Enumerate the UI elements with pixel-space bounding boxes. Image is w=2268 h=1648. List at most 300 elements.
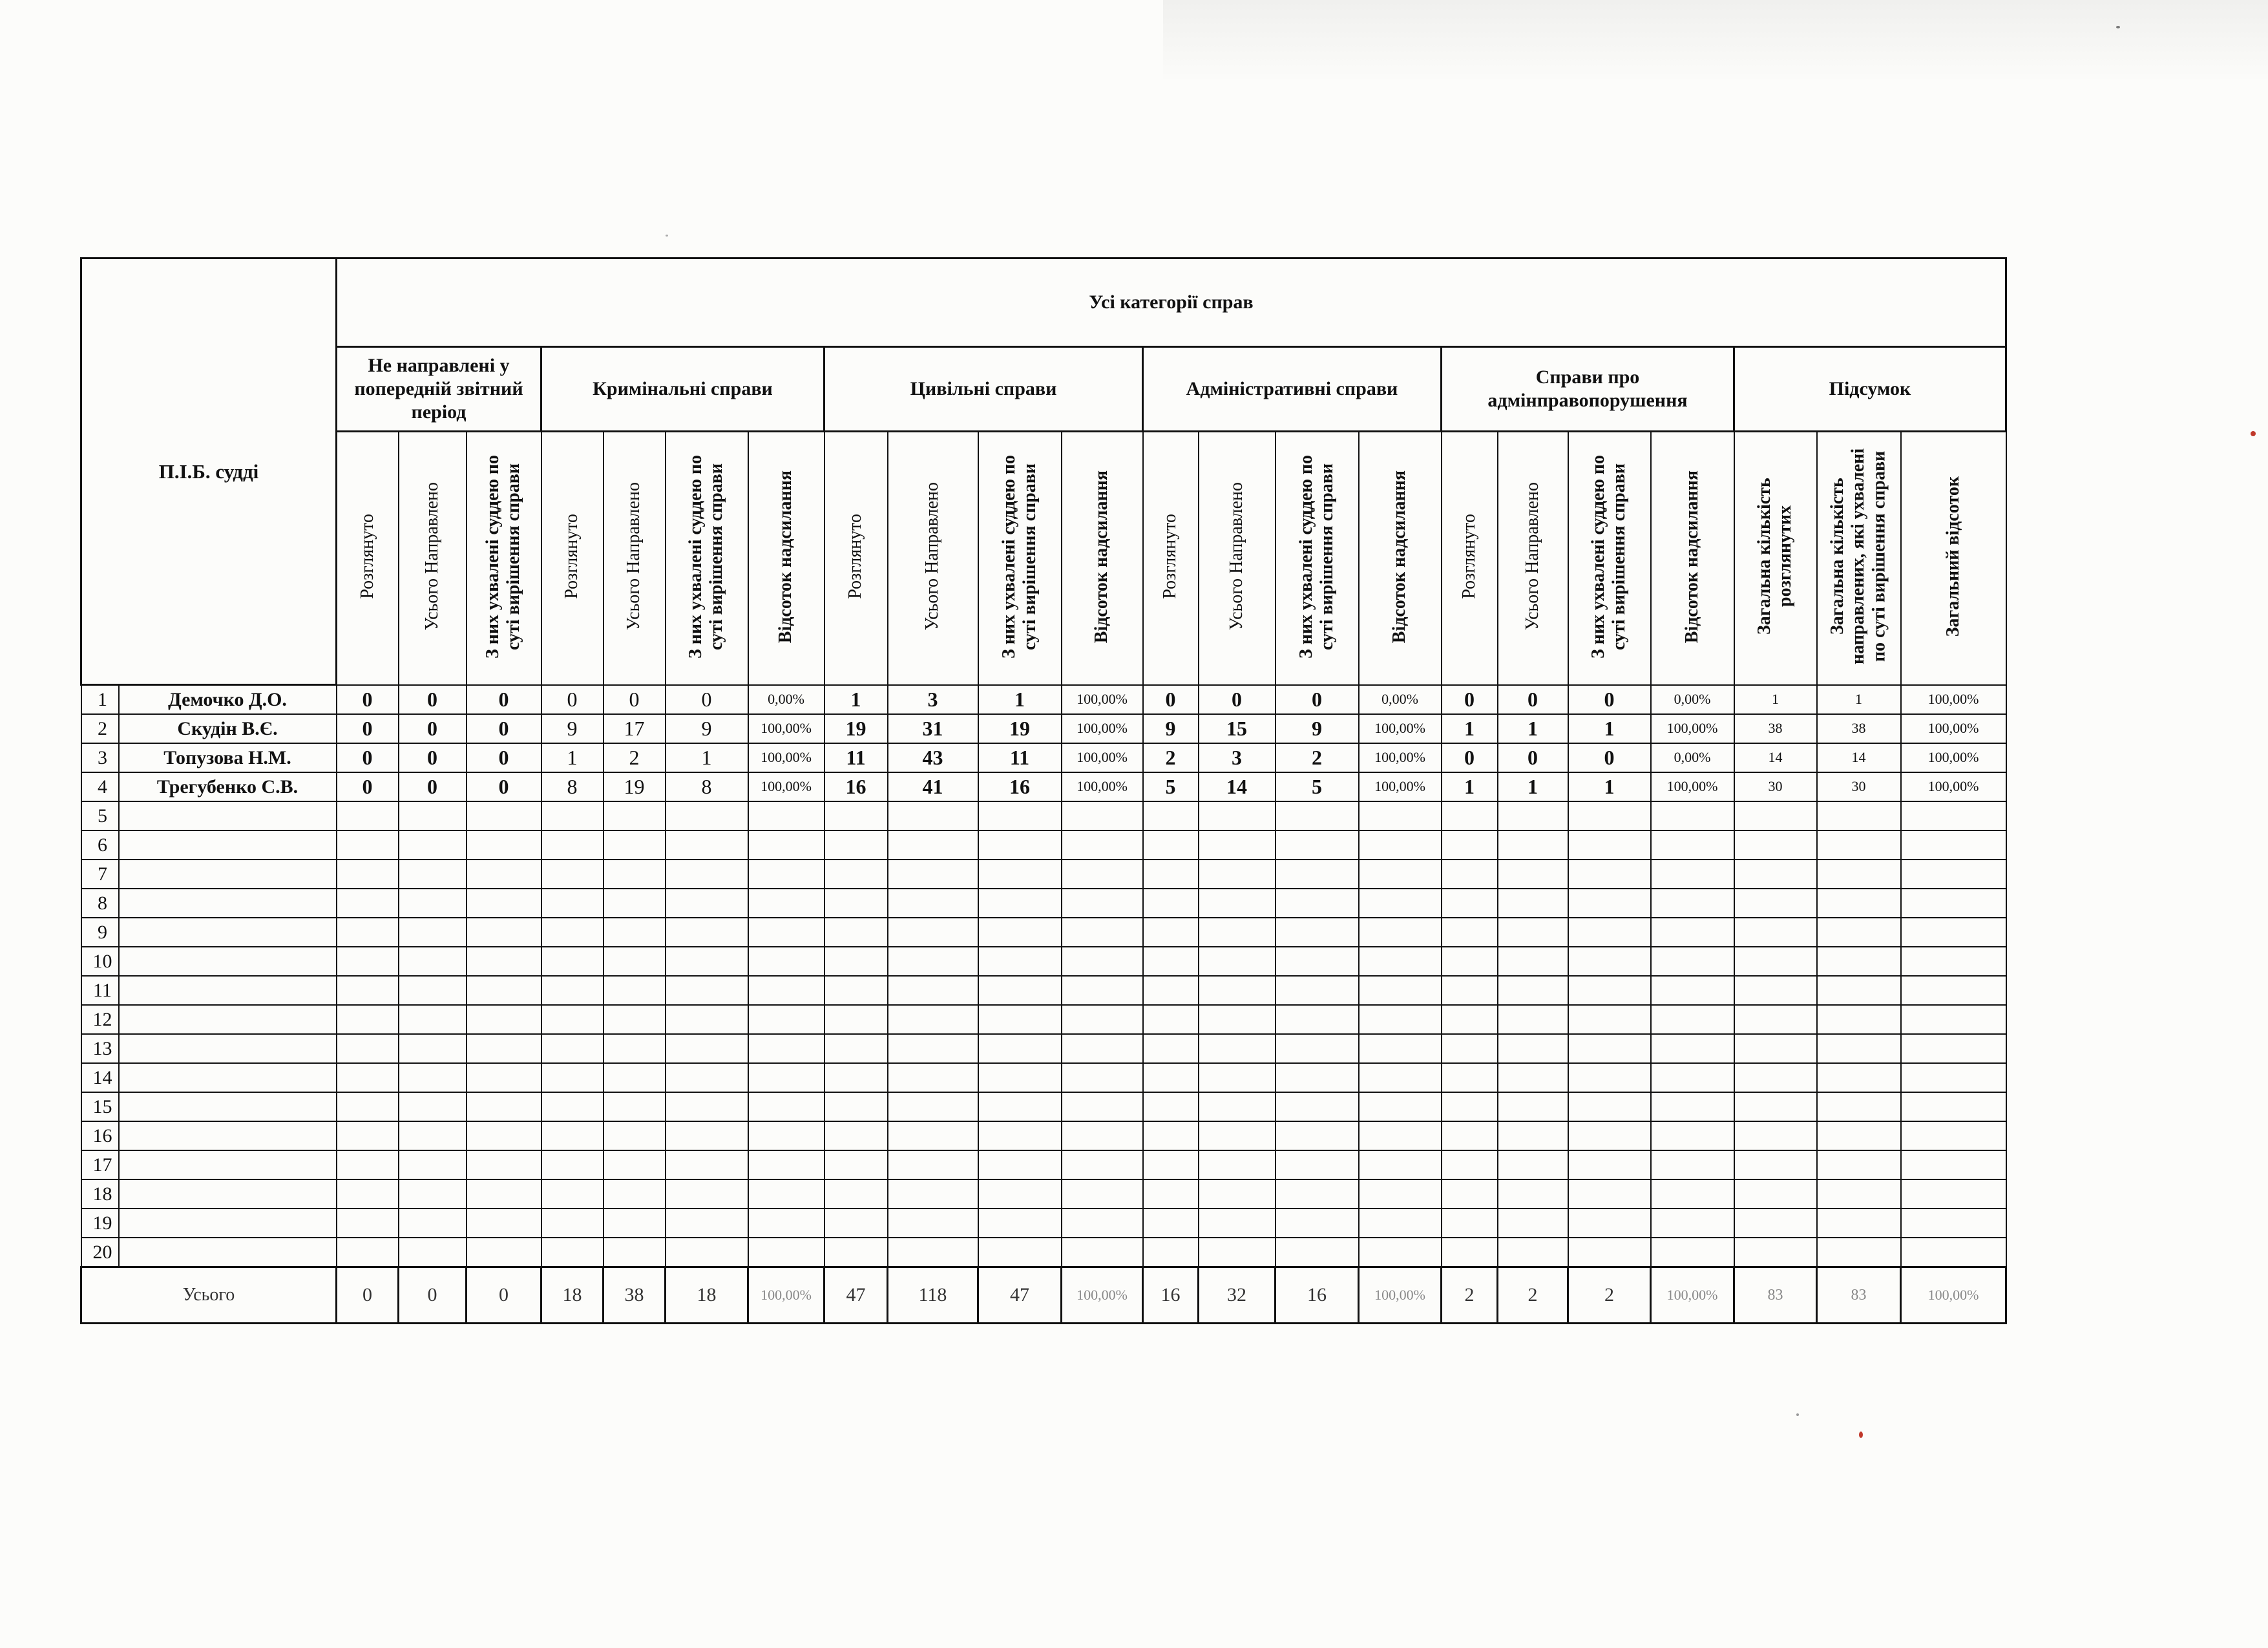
- value-cell: [1498, 1238, 1568, 1267]
- value-cell: [1276, 889, 1359, 918]
- value-cell: [1901, 1150, 2006, 1179]
- row-number: 9: [81, 918, 119, 947]
- value-cell: [1276, 801, 1359, 830]
- value-cell: [748, 860, 824, 889]
- value-cell: [1651, 1150, 1734, 1179]
- value-cell: [604, 830, 666, 860]
- value-cell: [1817, 830, 1901, 860]
- value-cell: [1651, 1092, 1734, 1121]
- sub-percent: Відсоток надсилання: [1359, 432, 1442, 685]
- total-value-cell: 16: [1143, 1267, 1199, 1324]
- percent-cell: 100,00%: [1901, 743, 2006, 772]
- value-cell: [1359, 1238, 1442, 1267]
- judge-name: [119, 801, 337, 830]
- value-cell: [1568, 1005, 1651, 1034]
- value-cell: [1817, 801, 1901, 830]
- value-cell: [604, 947, 666, 976]
- value-cell: [1143, 1005, 1199, 1034]
- row-number: 10: [81, 947, 119, 976]
- percent-cell: 100,00%: [1062, 772, 1143, 801]
- judge-name: [119, 1179, 337, 1209]
- header-row-main: [81, 259, 2006, 347]
- table-row: [81, 743, 2006, 772]
- value-cell: [337, 1150, 399, 1179]
- value-cell: [337, 801, 399, 830]
- value-cell: [1568, 830, 1651, 860]
- sub-sent: Усього Направлено: [604, 432, 666, 685]
- value-cell: [666, 1209, 748, 1238]
- value-cell: [1143, 1150, 1199, 1179]
- value-cell: [1568, 1092, 1651, 1121]
- value-cell: [1442, 1238, 1498, 1267]
- value-cell: [1498, 1005, 1568, 1034]
- sub-sent: Усього Направлено: [1199, 432, 1276, 685]
- value-cell: [1442, 801, 1498, 830]
- value-cell: [666, 1121, 748, 1150]
- value-cell: [1062, 889, 1143, 918]
- sub-reviewed: Розглянуто: [1143, 432, 1199, 685]
- value-cell: 0: [1568, 743, 1651, 772]
- value-cell: [1498, 1121, 1568, 1150]
- value-cell: [1734, 1063, 1817, 1092]
- value-cell: [666, 1150, 748, 1179]
- value-cell: [399, 1179, 467, 1209]
- total-value-cell: 83: [1817, 1267, 1901, 1324]
- judge-name: [119, 1238, 337, 1267]
- value-cell: [1651, 830, 1734, 860]
- value-cell: [541, 1034, 604, 1063]
- table-row-empty: [81, 918, 2006, 947]
- value-cell: 0: [604, 685, 666, 715]
- value-cell: [1817, 1121, 1901, 1150]
- value-cell: [666, 1063, 748, 1092]
- value-cell: [824, 976, 888, 1005]
- value-cell: [604, 801, 666, 830]
- value-cell: [399, 1005, 467, 1034]
- value-cell: [1651, 1005, 1734, 1034]
- value-cell: [888, 1209, 978, 1238]
- total-value-cell: 2: [1498, 1267, 1568, 1324]
- total-percent-cell: 100,00%: [1359, 1267, 1442, 1324]
- value-cell: 14: [1817, 743, 1901, 772]
- value-cell: [1901, 1209, 2006, 1238]
- value-cell: [1199, 801, 1276, 830]
- row-number: 12: [81, 1005, 119, 1034]
- value-cell: [399, 1150, 467, 1179]
- value-cell: [467, 918, 541, 947]
- value-cell: [1734, 889, 1817, 918]
- value-cell: [1442, 947, 1498, 976]
- value-cell: [467, 1150, 541, 1179]
- row-number: 6: [81, 830, 119, 860]
- value-cell: [748, 801, 824, 830]
- value-cell: [1276, 1092, 1359, 1121]
- value-cell: [1359, 918, 1442, 947]
- value-cell: [1062, 1238, 1143, 1267]
- table-row-empty: [81, 1034, 2006, 1063]
- value-cell: [978, 1209, 1062, 1238]
- total-percent-cell: 100,00%: [1901, 1267, 2006, 1324]
- value-cell: [541, 1063, 604, 1092]
- table-row-empty: [81, 1238, 2006, 1267]
- value-cell: [1901, 1121, 2006, 1150]
- value-cell: 0: [1498, 743, 1568, 772]
- scan-speck: [1796, 1413, 1799, 1416]
- sub-decided: З них ухвалені суддею по суті вирішення справи: [978, 432, 1062, 685]
- value-cell: [978, 947, 1062, 976]
- row-number: 4: [81, 772, 119, 801]
- value-cell: [666, 947, 748, 976]
- judge-name: [119, 1209, 337, 1238]
- value-cell: [1734, 1179, 1817, 1209]
- value-cell: [337, 1034, 399, 1063]
- value-cell: [604, 1179, 666, 1209]
- value-cell: 14: [1734, 743, 1817, 772]
- value-cell: [1498, 1179, 1568, 1209]
- value-cell: 8: [541, 772, 604, 801]
- value-cell: [1143, 1209, 1199, 1238]
- percent-cell: 0,00%: [1651, 743, 1734, 772]
- value-cell: [1276, 1063, 1359, 1092]
- value-cell: [399, 1034, 467, 1063]
- value-cell: [467, 889, 541, 918]
- judge-name: [119, 1063, 337, 1092]
- value-cell: [1568, 1063, 1651, 1092]
- value-cell: [824, 1034, 888, 1063]
- value-cell: [748, 1150, 824, 1179]
- value-cell: 0: [399, 743, 467, 772]
- value-cell: [399, 1063, 467, 1092]
- value-cell: [399, 860, 467, 889]
- value-cell: [1568, 1238, 1651, 1267]
- value-cell: [1901, 918, 2006, 947]
- value-cell: [888, 976, 978, 1005]
- value-cell: [1143, 976, 1199, 1005]
- value-cell: [748, 1179, 824, 1209]
- value-cell: [1359, 1209, 1442, 1238]
- value-cell: [1817, 1034, 1901, 1063]
- value-cell: [1143, 918, 1199, 947]
- value-cell: [1817, 860, 1901, 889]
- value-cell: [1817, 1238, 1901, 1267]
- value-cell: 8: [666, 772, 748, 801]
- value-cell: [1276, 947, 1359, 976]
- value-cell: [337, 889, 399, 918]
- total-row: [81, 1267, 2006, 1324]
- table-row-empty: [81, 860, 2006, 889]
- scan-speck: [2116, 26, 2120, 28]
- row-number: 13: [81, 1034, 119, 1063]
- total-value-cell: 47: [978, 1267, 1062, 1324]
- value-cell: 5: [1143, 772, 1199, 801]
- value-cell: 38: [1817, 714, 1901, 743]
- value-cell: [541, 1121, 604, 1150]
- value-cell: [1143, 860, 1199, 889]
- value-cell: [604, 1238, 666, 1267]
- value-cell: [1734, 1092, 1817, 1121]
- value-cell: [1199, 1209, 1276, 1238]
- header-row-sub: [81, 432, 2006, 685]
- table-row-empty: [81, 1150, 2006, 1179]
- value-cell: [1568, 1179, 1651, 1209]
- value-cell: [1062, 1179, 1143, 1209]
- value-cell: [399, 1238, 467, 1267]
- value-cell: [748, 947, 824, 976]
- value-cell: [604, 918, 666, 947]
- percent-cell: 100,00%: [1062, 685, 1143, 715]
- row-number: 2: [81, 714, 119, 743]
- value-cell: [1651, 976, 1734, 1005]
- value-cell: [467, 1209, 541, 1238]
- value-cell: [399, 1092, 467, 1121]
- table-row-empty: [81, 1209, 2006, 1238]
- row-number: 3: [81, 743, 119, 772]
- value-cell: 1: [1498, 772, 1568, 801]
- value-cell: 14: [1199, 772, 1276, 801]
- value-cell: 19: [604, 772, 666, 801]
- value-cell: [1276, 918, 1359, 947]
- value-cell: [1199, 860, 1276, 889]
- total-percent-cell: 100,00%: [748, 1267, 824, 1324]
- value-cell: [1442, 918, 1498, 947]
- total-value-cell: 118: [888, 1267, 978, 1324]
- value-cell: [467, 1034, 541, 1063]
- value-cell: [824, 801, 888, 830]
- value-cell: [604, 1092, 666, 1121]
- value-cell: [1442, 1209, 1498, 1238]
- value-cell: 0: [1442, 743, 1498, 772]
- value-cell: [467, 1121, 541, 1150]
- value-cell: [1901, 1179, 2006, 1209]
- value-cell: [1359, 889, 1442, 918]
- total-value-cell: 0: [337, 1267, 399, 1324]
- value-cell: [978, 1179, 1062, 1209]
- judge-name: [119, 947, 337, 976]
- value-cell: [1901, 860, 2006, 889]
- value-cell: 0: [399, 714, 467, 743]
- value-cell: 41: [888, 772, 978, 801]
- value-cell: [1817, 947, 1901, 976]
- judge-name: [119, 1150, 337, 1179]
- value-cell: 0: [399, 685, 467, 715]
- value-cell: 2: [604, 743, 666, 772]
- value-cell: [1817, 976, 1901, 1005]
- sub-percent: Відсоток надсилання: [1651, 432, 1734, 685]
- value-cell: [888, 1150, 978, 1179]
- value-cell: [978, 889, 1062, 918]
- value-cell: [1568, 889, 1651, 918]
- value-cell: [666, 976, 748, 1005]
- value-cell: [541, 918, 604, 947]
- value-cell: [1062, 830, 1143, 860]
- value-cell: 1: [824, 685, 888, 715]
- value-cell: [1734, 801, 1817, 830]
- value-cell: [1199, 1005, 1276, 1034]
- value-cell: [1568, 1121, 1651, 1150]
- value-cell: [888, 947, 978, 976]
- sub-sent: Усього Направлено: [1498, 432, 1568, 685]
- value-cell: [1442, 1179, 1498, 1209]
- value-cell: 0: [1568, 685, 1651, 715]
- percent-cell: 100,00%: [748, 772, 824, 801]
- value-cell: [1651, 947, 1734, 976]
- value-cell: [541, 860, 604, 889]
- value-cell: [604, 1034, 666, 1063]
- value-cell: [1498, 918, 1568, 947]
- value-cell: 19: [824, 714, 888, 743]
- value-cell: [978, 1005, 1062, 1034]
- value-cell: [1143, 1063, 1199, 1092]
- value-cell: 2: [1276, 743, 1359, 772]
- value-cell: [541, 1209, 604, 1238]
- value-cell: [337, 947, 399, 976]
- value-cell: [1442, 1005, 1498, 1034]
- row-number: 5: [81, 801, 119, 830]
- value-cell: 19: [978, 714, 1062, 743]
- row-number: 7: [81, 860, 119, 889]
- value-cell: [748, 1034, 824, 1063]
- percent-cell: 0,00%: [1359, 685, 1442, 715]
- value-cell: [824, 1150, 888, 1179]
- value-cell: [399, 889, 467, 918]
- value-cell: [1568, 860, 1651, 889]
- value-cell: [467, 947, 541, 976]
- value-cell: [888, 860, 978, 889]
- judge-name: [119, 918, 337, 947]
- value-cell: [1651, 1034, 1734, 1063]
- value-cell: [1062, 1121, 1143, 1150]
- percent-cell: 100,00%: [1359, 772, 1442, 801]
- value-cell: [399, 1121, 467, 1150]
- value-cell: [748, 889, 824, 918]
- value-cell: [541, 889, 604, 918]
- value-cell: [467, 1179, 541, 1209]
- value-cell: [541, 976, 604, 1005]
- value-cell: [1442, 1150, 1498, 1179]
- value-cell: [467, 860, 541, 889]
- value-cell: [888, 1121, 978, 1150]
- value-cell: [1651, 860, 1734, 889]
- value-cell: [978, 1238, 1062, 1267]
- value-cell: [1817, 1005, 1901, 1034]
- value-cell: 0: [467, 772, 541, 801]
- value-cell: [824, 889, 888, 918]
- value-cell: [1199, 830, 1276, 860]
- row-number: 17: [81, 1150, 119, 1179]
- total-value-cell: 0: [467, 1267, 541, 1324]
- table-row-empty: [81, 1092, 2006, 1121]
- value-cell: [1276, 976, 1359, 1005]
- value-cell: [337, 1209, 399, 1238]
- percent-cell: 100,00%: [1651, 772, 1734, 801]
- value-cell: 5: [1276, 772, 1359, 801]
- sub-sum-percent: Загальний відсоток: [1901, 432, 2006, 685]
- value-cell: [978, 1034, 1062, 1063]
- value-cell: [1442, 830, 1498, 860]
- value-cell: [748, 976, 824, 1005]
- value-cell: [604, 1209, 666, 1238]
- value-cell: [1568, 918, 1651, 947]
- value-cell: [824, 1092, 888, 1121]
- total-value-cell: 32: [1199, 1267, 1276, 1324]
- value-cell: [1276, 1034, 1359, 1063]
- value-cell: [1568, 976, 1651, 1005]
- scan-speck: [1859, 1431, 1863, 1438]
- percent-cell: 100,00%: [1651, 714, 1734, 743]
- value-cell: [1901, 947, 2006, 976]
- percent-cell: 100,00%: [1359, 743, 1442, 772]
- sub-reviewed: Розглянуто: [541, 432, 604, 685]
- total-value-cell: 0: [399, 1267, 467, 1324]
- group-admin-offenses: Справи про адмінправопорушення: [1442, 347, 1734, 432]
- value-cell: 1: [541, 743, 604, 772]
- value-cell: [1062, 1092, 1143, 1121]
- table-row-empty: [81, 1121, 2006, 1150]
- value-cell: [1901, 801, 2006, 830]
- value-cell: [1498, 801, 1568, 830]
- value-cell: [1817, 1209, 1901, 1238]
- value-cell: [888, 889, 978, 918]
- value-cell: [1901, 1034, 2006, 1063]
- value-cell: [1901, 830, 2006, 860]
- value-cell: [1199, 889, 1276, 918]
- value-cell: [399, 947, 467, 976]
- total-value-cell: 38: [604, 1267, 666, 1324]
- value-cell: [399, 1209, 467, 1238]
- sub-sum-sent: Загальна кількість направлених, які ухвалені по суті вирішення справи: [1817, 432, 1901, 685]
- value-cell: [541, 1005, 604, 1034]
- value-cell: [1276, 830, 1359, 860]
- value-cell: [1651, 1238, 1734, 1267]
- value-cell: [1901, 976, 2006, 1005]
- value-cell: [978, 1092, 1062, 1121]
- percent-cell: 0,00%: [748, 685, 824, 715]
- total-value-cell: 83: [1734, 1267, 1817, 1324]
- value-cell: [1359, 801, 1442, 830]
- value-cell: [978, 1150, 1062, 1179]
- percent-cell: 100,00%: [1062, 714, 1143, 743]
- value-cell: [467, 801, 541, 830]
- value-cell: [399, 801, 467, 830]
- value-cell: [888, 801, 978, 830]
- value-cell: [748, 1209, 824, 1238]
- value-cell: [399, 830, 467, 860]
- group-not-sent: Не направлені у попередній звітний період: [337, 347, 541, 432]
- group-civil: Цивільні справи: [824, 347, 1143, 432]
- value-cell: [541, 947, 604, 976]
- table-body: [81, 259, 2006, 1324]
- table-row-empty: [81, 1179, 2006, 1209]
- value-cell: [337, 1179, 399, 1209]
- value-cell: [604, 889, 666, 918]
- value-cell: [666, 830, 748, 860]
- value-cell: 30: [1817, 772, 1901, 801]
- value-cell: [978, 918, 1062, 947]
- row-number: 18: [81, 1179, 119, 1209]
- value-cell: 0: [337, 772, 399, 801]
- value-cell: [337, 1238, 399, 1267]
- table-row-empty: [81, 830, 2006, 860]
- sub-sent: Усього Направлено: [888, 432, 978, 685]
- value-cell: [824, 1209, 888, 1238]
- value-cell: 1: [978, 685, 1062, 715]
- value-cell: [666, 889, 748, 918]
- value-cell: [1143, 801, 1199, 830]
- value-cell: [1359, 1092, 1442, 1121]
- sub-decided: З них ухвалені суддею по суті вирішення справи: [1276, 432, 1359, 685]
- value-cell: [1199, 918, 1276, 947]
- value-cell: [1442, 976, 1498, 1005]
